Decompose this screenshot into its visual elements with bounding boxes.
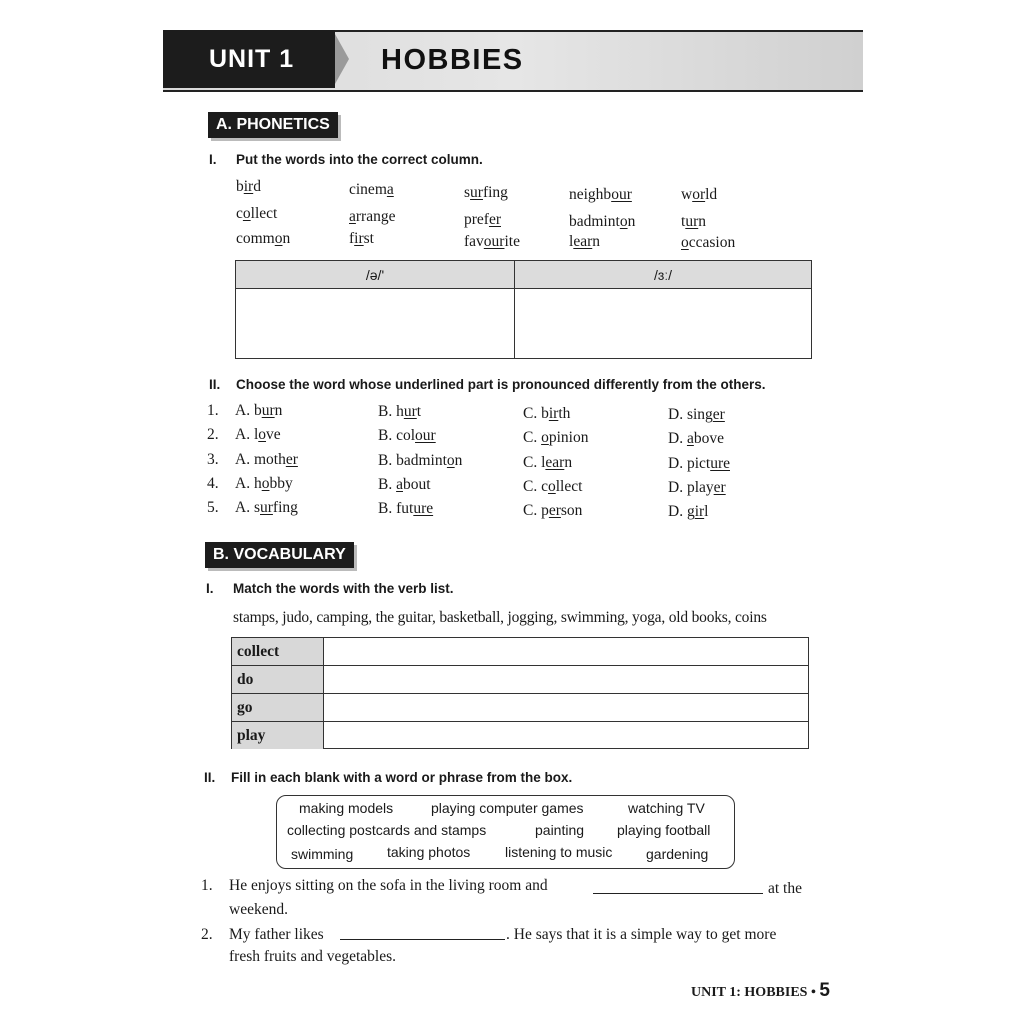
- answer-option[interactable]: B. future: [378, 500, 434, 518]
- answer-cell-er[interactable]: [515, 289, 812, 359]
- phrase-item: making models: [299, 800, 394, 816]
- phonetics-word: first: [349, 230, 374, 247]
- answer-option[interactable]: C. learn: [523, 453, 573, 471]
- verb-answer-collect[interactable]: [324, 638, 808, 665]
- sentence-2-part-c: fresh fruits and vegetables.: [229, 948, 396, 965]
- unit-title: HOBBIES: [381, 44, 524, 76]
- sentence-2-part-b: . He says that it is a simple way to get more: [506, 926, 777, 943]
- column-header-schwa: /ə/': [236, 261, 515, 289]
- section-a-heading: A. PHONETICS: [208, 112, 338, 138]
- sentence-1-part-c: weekend.: [229, 901, 288, 918]
- ex-a2-instruction: Choose the word whose underlined part is pronounced differently from the others.: [236, 377, 766, 392]
- question-number: 3.: [207, 450, 219, 468]
- sentence-2-number: 2.: [201, 926, 213, 943]
- phrase-item: watching TV: [628, 800, 705, 816]
- verb-row: [232, 638, 808, 666]
- answer-option[interactable]: D. player: [668, 478, 726, 496]
- answer-option[interactable]: A. love: [235, 426, 281, 444]
- phonetics-word: badminton: [569, 213, 636, 230]
- phonetics-word: favourite: [464, 233, 520, 250]
- sentence-1-number: 1.: [201, 877, 213, 894]
- answer-option[interactable]: D. above: [668, 430, 724, 448]
- phonetics-word: neighbour: [569, 186, 632, 203]
- verb-table: [231, 637, 809, 749]
- question-number: 1.: [207, 402, 219, 419]
- verb-answer-play[interactable]: [324, 722, 808, 749]
- phonetics-word: arrange: [349, 208, 396, 225]
- phonetics-word: cinema: [349, 181, 394, 198]
- answer-option[interactable]: C. person: [523, 502, 583, 520]
- answer-option[interactable]: D. girl: [668, 503, 709, 521]
- answer-option[interactable]: C. collect: [523, 477, 583, 495]
- phonetics-word: world: [681, 186, 718, 203]
- page-footer: [691, 980, 830, 1002]
- ex-a1-number: I.: [209, 152, 217, 167]
- phonetics-word: turn: [681, 213, 706, 230]
- answer-option[interactable]: B. badminton: [378, 451, 463, 469]
- phonetics-word: bird: [236, 178, 261, 195]
- banner-arrow-accent: [335, 34, 349, 84]
- phrase-item: taking photos: [387, 844, 471, 860]
- footer-label: UNIT 1: HOBBIES •: [691, 985, 816, 1000]
- verb-label-collect: collect: [232, 638, 324, 665]
- verb-label-go: go: [232, 694, 324, 721]
- phonetics-word: learn: [569, 233, 600, 250]
- answer-option[interactable]: B. about: [378, 475, 431, 493]
- sentence-2-blank[interactable]: [340, 925, 505, 940]
- phonetics-word: prefer: [464, 211, 501, 228]
- question-number: 5.: [207, 499, 219, 517]
- verb-row: [232, 722, 808, 749]
- sentence-2-part-a: My father likes: [229, 926, 324, 943]
- section-b-heading: B. VOCABULARY: [205, 542, 354, 568]
- sentence-1-part-a: He enjoys sitting on the sofa in the living room and: [229, 877, 548, 894]
- phrase-item: swimming: [291, 846, 354, 862]
- column-header-er: /ɜː/: [515, 261, 812, 289]
- verb-row: [232, 666, 808, 694]
- verb-label-play: play: [232, 722, 324, 749]
- verb-answer-go[interactable]: [324, 694, 808, 721]
- answer-option[interactable]: B. colour: [378, 427, 436, 445]
- phonetics-word: occasion: [681, 234, 736, 251]
- phrase-item: painting: [535, 822, 585, 838]
- page-number: 5: [819, 980, 830, 1001]
- verb-label-do: do: [232, 666, 324, 693]
- answer-option[interactable]: D. singer: [668, 406, 725, 423]
- answer-cell-schwa[interactable]: [236, 289, 515, 359]
- ex-b1-number: I.: [206, 581, 214, 596]
- answer-option[interactable]: D. picture: [668, 454, 730, 472]
- answer-option[interactable]: C. birth: [523, 405, 571, 422]
- phrase-item: gardening: [646, 846, 709, 862]
- answer-option[interactable]: B. hurt: [378, 403, 422, 420]
- answer-option[interactable]: A. hobby: [235, 474, 293, 492]
- answer-option[interactable]: A. burn: [235, 402, 283, 419]
- question-number: 2.: [207, 426, 219, 444]
- unit-label: UNIT 1: [163, 30, 335, 88]
- phrase-item: listening to music: [505, 844, 613, 860]
- ex-a2-number: II.: [209, 377, 221, 392]
- ex-b2-number: II.: [204, 770, 216, 785]
- phrase-box: [276, 795, 735, 869]
- verb-row: [232, 694, 808, 722]
- phonetics-columns-table: [235, 260, 812, 359]
- answer-option[interactable]: C. opinion: [523, 429, 589, 447]
- phrase-item: collecting postcards and stamps: [287, 822, 487, 838]
- sentence-1-part-b: at the: [768, 880, 802, 897]
- ex-a1-instruction: Put the words into the correct column.: [236, 152, 483, 167]
- sentence-1-blank[interactable]: [593, 879, 763, 894]
- ex-b1-instruction: Match the words with the verb list.: [233, 581, 454, 596]
- answer-option[interactable]: A. surfing: [235, 499, 298, 517]
- phonetics-word: collect: [236, 205, 278, 222]
- question-number: 4.: [207, 474, 219, 492]
- answer-option[interactable]: A. mother: [235, 450, 298, 468]
- phonetics-word: surfing: [464, 184, 508, 201]
- word-list: stamps, judo, camping, the guitar, basketball, jogging, swimming, yoga, old books, coins: [233, 609, 767, 626]
- ex-b2-instruction: Fill in each blank with a word or phrase from the box.: [231, 770, 573, 785]
- phrase-item: playing football: [617, 822, 711, 838]
- verb-answer-do[interactable]: [324, 666, 808, 693]
- phonetics-word: common: [236, 230, 291, 247]
- phrase-item: playing computer games: [431, 800, 584, 816]
